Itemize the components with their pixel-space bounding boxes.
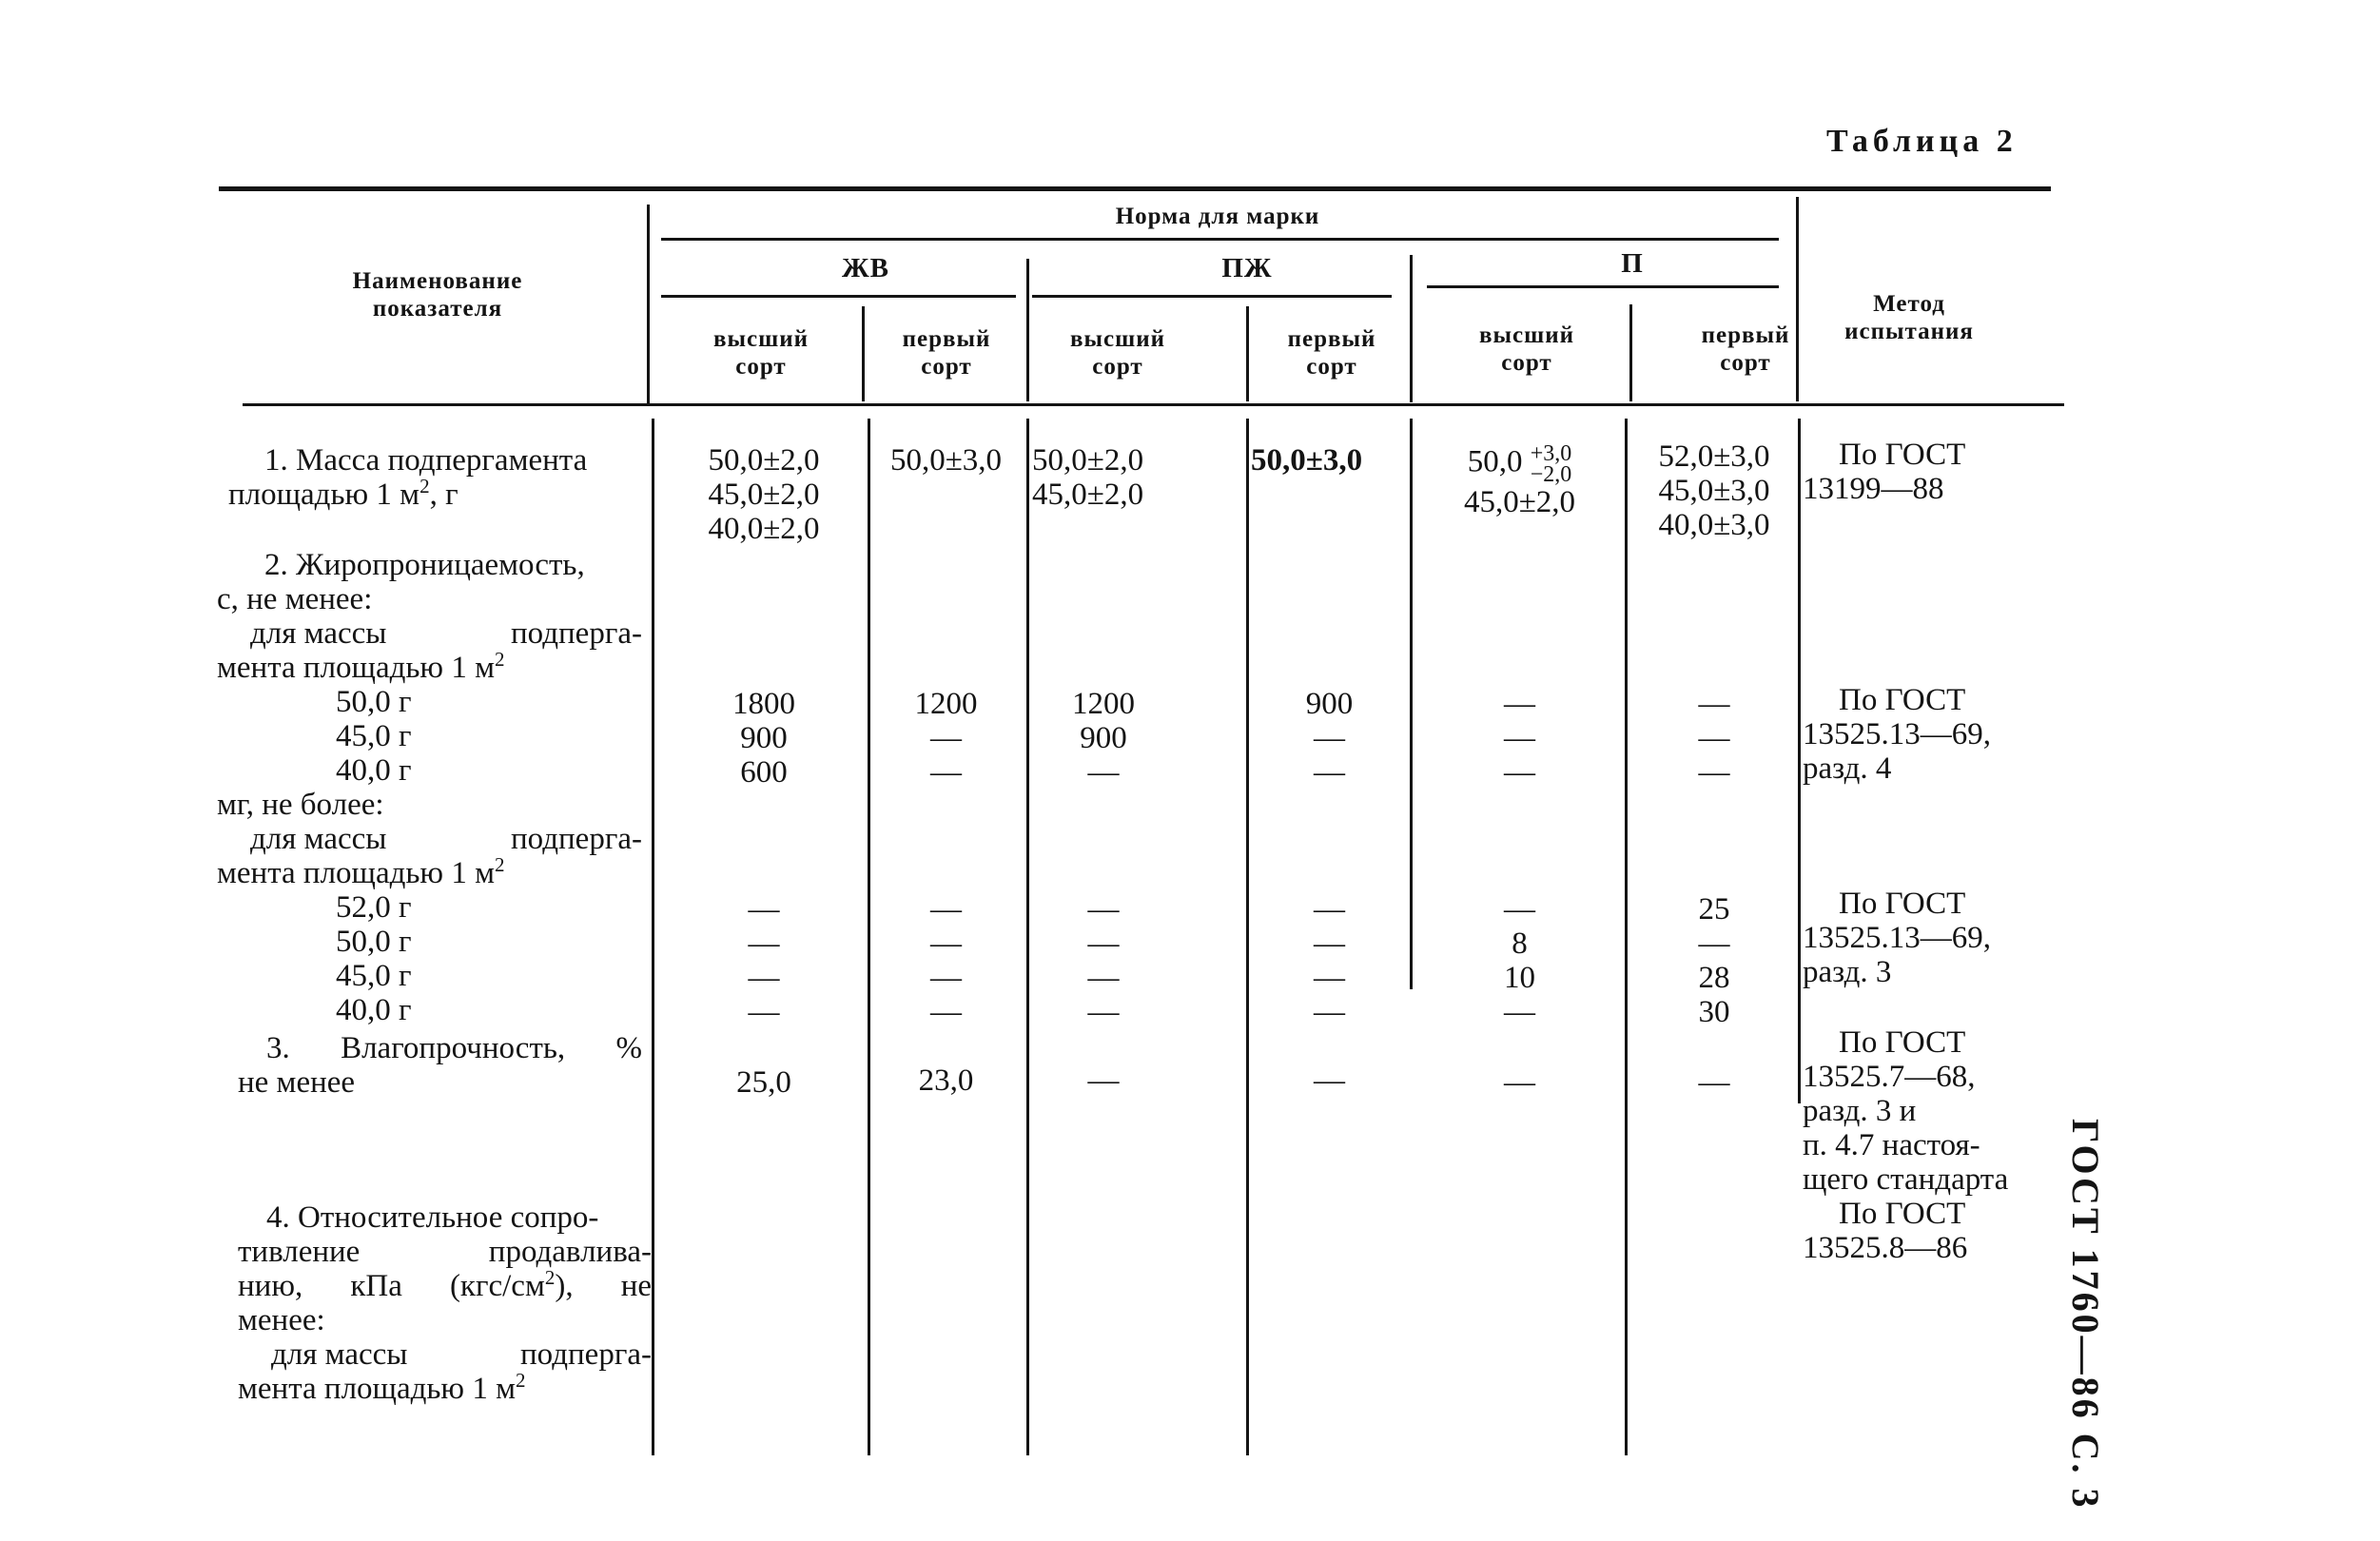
grease-mg-pzh-first: — — — —: [1314, 892, 1345, 1029]
col-rule-p-split-body: [1625, 419, 1628, 1455]
header-pzh-higher: высший сорт: [1069, 326, 1166, 380]
grease-mg-zhv-higher: — — — —: [748, 892, 780, 1029]
wet-zhv-higher: 25,0: [736, 1065, 791, 1100]
grease-s-p-first: — — —: [1698, 687, 1730, 790]
name-row-burst: 4. Относительное сопро- тивление продавлива- нию, кПа $(кгс/см^2)$, не менее: для массы подперга- мента площадью 1 $м^2$: [238, 1200, 652, 1406]
grease-mg-method: По ГОСТ 13525.13—69, разд. 3: [1803, 887, 1991, 989]
wet-pzh-higher: —: [1087, 1063, 1120, 1098]
name-row-mass: 1. Масса подпергамента площадью 1 $м^2$, г: [228, 443, 588, 512]
header-p-first: первый сорт: [1701, 322, 1790, 376]
header-zhv-first: первый сорт: [902, 326, 991, 380]
col-rule-pzh-split-body: [1246, 419, 1249, 1455]
mass-p-higher: 50,0 +3,0 −2,0 45,0±2,0: [1463, 441, 1576, 519]
header-indicator: Наименование показателя: [352, 268, 523, 322]
grease-mg-p-higher: — 8 10 —: [1504, 892, 1535, 1029]
col-rule-p-split: [1629, 304, 1632, 401]
top-rule: [219, 186, 2051, 191]
header-pzh-first: первый сорт: [1287, 326, 1376, 380]
header-brand-zhv: ЖВ: [841, 253, 890, 283]
header-p-higher: высший сорт: [1478, 322, 1575, 376]
table-label: Таблица 2: [1826, 124, 2018, 159]
grease-mg-zhv-first: — — — —: [930, 892, 962, 1029]
col-rule-zhv-split: [862, 306, 865, 401]
wet-p-higher: —: [1504, 1065, 1535, 1100]
brand-underline-zhv: [661, 295, 1016, 298]
norm-underline: [661, 238, 1779, 241]
mass-pzh-first: 50,0±3,0: [1251, 443, 1363, 478]
wet-zhv-first: 23,0: [918, 1063, 974, 1098]
mass-pzh-higher: 50,0±2,0 45,0±2,0: [1032, 443, 1144, 512]
mass-zhv-higher: 50,0±2,0 45,0±2,0 40,0±2,0: [708, 443, 820, 546]
header-zhv-higher: высший сорт: [712, 326, 810, 380]
wet-p-first: —: [1698, 1065, 1730, 1100]
header-brand-pzh: ПЖ: [1221, 253, 1273, 283]
col-rule-pzh-split: [1246, 306, 1249, 401]
brand-underline-p: [1427, 285, 1779, 288]
grease-s-zhv-higher: 1800 900 600: [732, 687, 795, 790]
grease-s-pzh-first: 900 — —: [1305, 687, 1354, 790]
grease-mg-p-first: 25 — 28 30: [1698, 892, 1730, 1029]
header-method: Метод испытания: [1844, 291, 1974, 344]
col-rule-pzh-p: [1410, 255, 1413, 402]
header-norm: Норма для марки: [1115, 204, 1320, 229]
grease-s-pzh-higher: 1200 900 —: [1072, 687, 1135, 790]
wet-method: По ГОСТ 13525.7—68, разд. 3 и п. 4.7 настоя- щего стандарта: [1803, 1025, 2009, 1197]
col-rule-pzh-p-body: [1410, 419, 1413, 989]
col-rule-name-body: [652, 419, 654, 1455]
grease-s-zhv-first: 1200 — —: [914, 687, 978, 790]
mass-method: По ГОСТ 13199—88: [1803, 438, 1966, 506]
burst-method: По ГОСТ 13525.8—86: [1803, 1197, 1968, 1265]
col-rule-name: [647, 205, 650, 404]
mass-zhv-first: 50,0±3,0: [889, 443, 1003, 478]
brand-underline-pzh: [1032, 295, 1392, 298]
col-rule-zhv-pzh-body: [1026, 419, 1029, 1455]
name-row-wet: 3. Влагопрочность, % не менее: [238, 1031, 642, 1100]
grease-s-p-higher: — — —: [1504, 687, 1535, 790]
grease-mg-pzh-higher: — — — —: [1087, 892, 1120, 1029]
name-row-grease: 2. Жиропроницаемость, с, не менее: для массы подперга- мента площадью 1 $м^2$ 50,0 г 45,0 г 40,0 г мг, не более: для массы подперга- мента площадью 1 $м^2$ 52,0 г 50,0 г 45,0 г 40,0 г: [217, 548, 642, 1027]
document-code: ГОСТ 1760—86 С. 3: [2064, 1119, 2107, 1511]
col-rule-zhv-pzh: [1026, 259, 1029, 401]
grease-s-method: По ГОСТ 13525.13—69, разд. 4: [1803, 683, 1991, 786]
wet-pzh-first: —: [1314, 1063, 1345, 1098]
header-brand-p: П: [1621, 248, 1644, 279]
header-bottom-rule: [243, 403, 2064, 406]
mass-p-first: 52,0±3,0 45,0±3,0 40,0±3,0: [1658, 439, 1770, 542]
